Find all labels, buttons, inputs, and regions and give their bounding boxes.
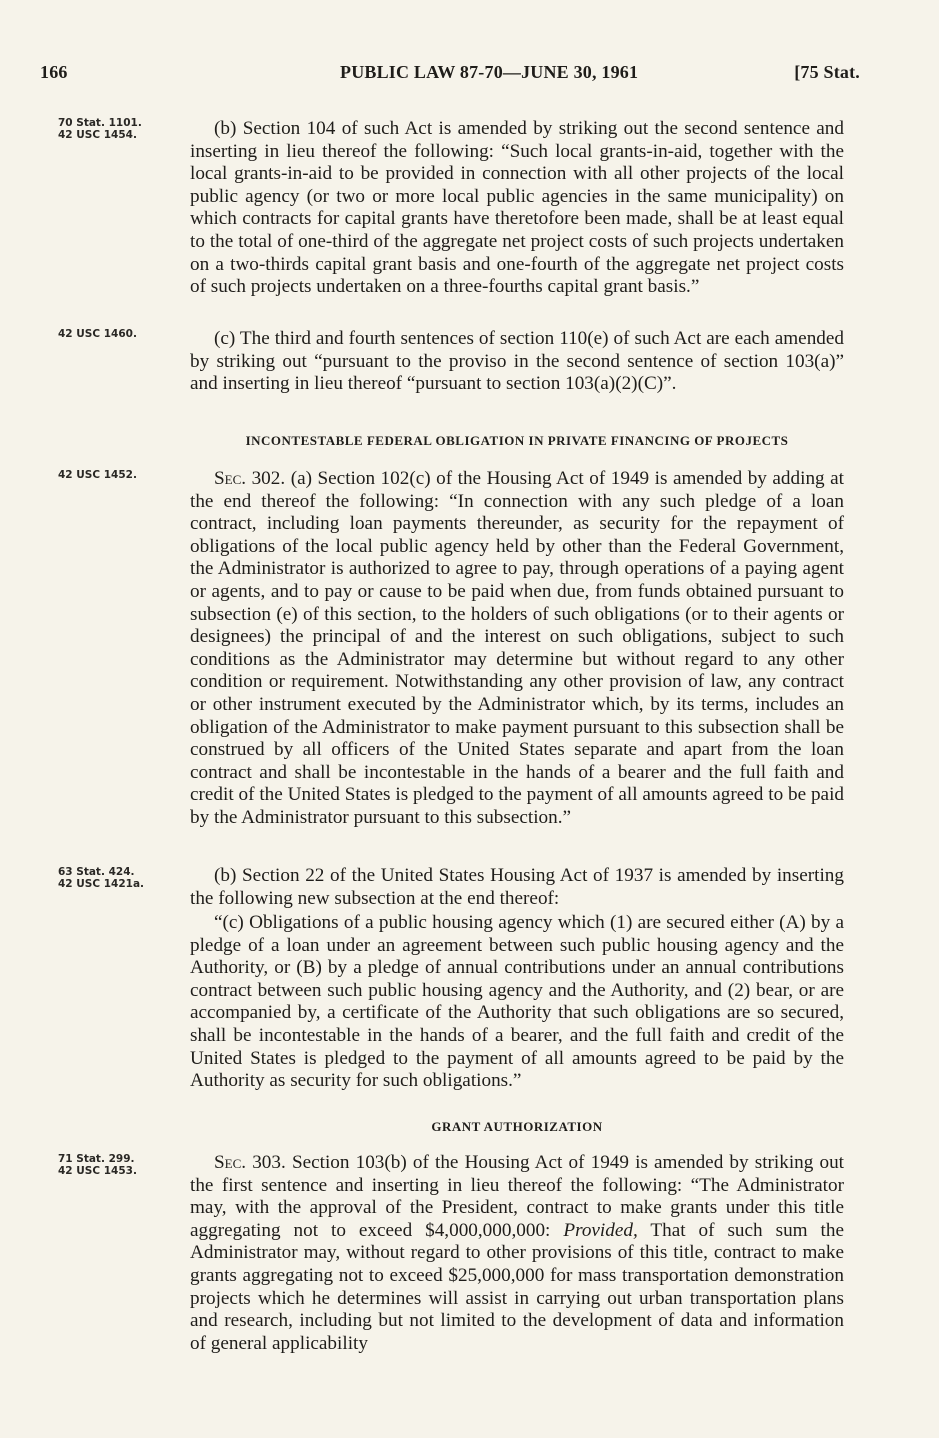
page-title: PUBLIC LAW 87-70—JUNE 30, 1961: [340, 62, 639, 82]
margin-note-c110: 42 USC 1460.: [58, 328, 137, 340]
margin-note-sec303: 71 Stat. 299. 42 USC 1453.: [58, 1153, 137, 1177]
statute-reference: [75 Stat.: [794, 62, 860, 82]
paragraph-text: [190, 1152, 844, 1355]
paragraph-sec303: [190, 1152, 844, 1355]
paragraph-text: “(c) Obligations of a public housing agency which (1) are secured either (A) by a pledge of a loan under an agreement between such public housing agency and the Authority, or (B) by a pledge of annual contributions under an annual contributions contract between such public housing agency and the Authority, and (2) bear, or are accompanied by, a certificate of the Authority that such obligations are so secured, shall be incontestable in the hands of a bearer, and the full faith and credit of the United States is pledged to the payment of all amounts agreed to be paid by the Authority as security for such obligations.”: [190, 912, 844, 1092]
paragraph-c110: [190, 328, 844, 396]
paragraph-sec302: [190, 468, 844, 830]
section-label: Sec. 302.: [214, 468, 286, 489]
page-header: [40, 62, 860, 92]
paragraph-quote-c: [190, 912, 844, 1093]
paragraph-b22: [190, 865, 844, 910]
page-number: 166: [40, 62, 68, 82]
proviso-text: Provided,: [563, 1219, 638, 1241]
margin-note-b104: 70 Stat. 1101. 42 USC 1454.: [58, 117, 142, 141]
section-text-cont: That of such sum the Administrator may, without regard to other provisions of this title, contract to make grants aggregating not to exceed $25,000,000 for mass transportation demonstration projects which he determines will assist in carrying out urban transportation plans and research, including but not limited to the development of data and information of general applicability: [190, 1219, 844, 1354]
section-text: Section 103(b) of the Housing Act of 1949 is amended by striking out the first sentence and inserting in lieu thereof the following: “The Administrator may, with the approval of the President, contract to make grants under this title aggregating not to exceed $4,000,000,000:: [190, 1152, 845, 1241]
section-text: (a) Section 102(c) of the Housing Act of 1949 is amended by adding at the end thereof the following: “In connection with any such pledge of a loan contract, including loan payments thereunder, as security for the repayment of obligations of the local public agency held by other than the Federal Government, the Administrator is authorized to agree to pay, through operations of a paying agent or agents, and to pay or cause to be paid when due, from funds obtained pursuant to subsection (e) of this section, to the holders of such obligations (or to their agents or designees) the principal of and the interest on such obligations, subject to such conditions as the Administrator may determine but without regard to any other condition or requirement. Notwithstanding any other provision of law, any contract or other instrument executed by the Administrator which, by its terms, includes an obligation of the Administrator to make payment pursuant to this subsection shall be construed by all officers of the United States separate and apart from the loan contract and shall be incontestable in the hands of a bearer and the full faith and credit of the United States is pledged to the payment of all amounts agreed to be paid by the Administrator pursuant to this subsection.”: [190, 468, 844, 828]
paragraph-b104: [190, 118, 844, 299]
paragraph-text: [190, 468, 844, 830]
paragraph-text: (c) The third and fourth sentences of section 110(e) of such Act are each amended by striking out “pursuant to the proviso in the second sentence of section 103(a)” and inserting in lieu thereof “pursuant to section 103(a)(2)(C)”.: [190, 328, 844, 395]
section-heading-incontestable: INCONTESTABLE FEDERAL OBLIGATION IN PRIVATE FINANCING OF PROJECTS: [245, 433, 789, 448]
paragraph-text: (b) Section 22 of the United States Housing Act of 1937 is amended by inserting the following new subsection at the end thereof:: [190, 865, 844, 909]
section-label: Sec. 303.: [214, 1152, 286, 1173]
margin-note-sec302: 42 USC 1452.: [58, 469, 137, 481]
section-heading-grant: GRANT AUTHORIZATION: [431, 1119, 603, 1134]
paragraph-text: (b) Section 104 of such Act is amended by striking out the second sentence and inserting in lieu thereof the following: “Such local grants-in-aid, together with the local grants-in-aid to be provided in connection with all other projects of the local public agency (or two or more local public agencies in the same municipality) on which contracts for capital grants have theretofore been made, shall be at least equal to the total of one-third of the aggregate net project costs of such projects undertaken on a two-thirds capital grant basis and one-fourth of the aggregate net project costs of such projects undertaken on a three-fourths capital grant basis.”: [190, 118, 844, 298]
margin-note-b22: 63 Stat. 424. 42 USC 1421a.: [58, 866, 145, 890]
